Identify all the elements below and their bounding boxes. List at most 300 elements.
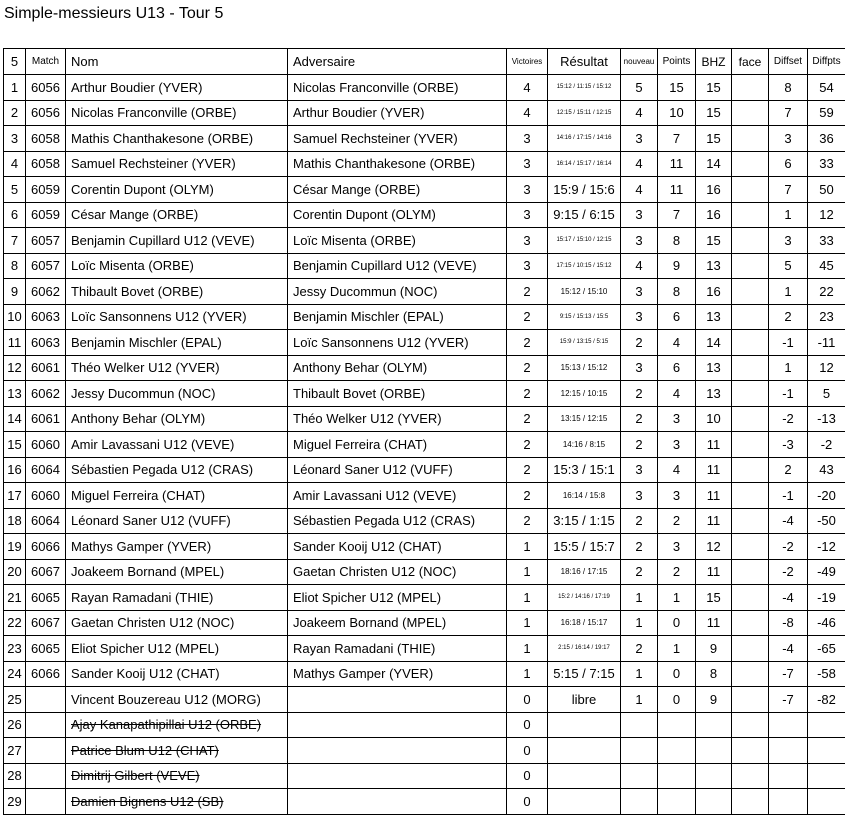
points-cell: 0: [658, 610, 696, 636]
match-id-cell: [26, 687, 66, 713]
points-cell: [658, 789, 696, 815]
row-number-cell: 24: [4, 661, 26, 687]
face-cell: [732, 636, 769, 662]
bhz-cell: [696, 763, 732, 789]
player-name-cell: Joakeem Bornand (MPEL): [66, 559, 288, 585]
player-name-cell: Nicolas Franconville (ORBE): [66, 100, 288, 126]
opponent-name-cell: Benjamin Cupillard U12 (VEVE): [288, 253, 507, 279]
diffpts-cell: -19: [808, 585, 845, 611]
bhz-cell: 9: [696, 636, 732, 662]
row-number-cell: 25: [4, 687, 26, 713]
points-cell: 8: [658, 228, 696, 254]
face-cell: [732, 559, 769, 585]
opponent-name-cell: César Mange (ORBE): [288, 177, 507, 203]
row-number-cell: 6: [4, 202, 26, 228]
match-id-cell: 6062: [26, 279, 66, 305]
new-victories-cell: 1: [621, 585, 658, 611]
new-victories-cell: [621, 712, 658, 738]
match-id-cell: [26, 789, 66, 815]
victories-cell: 0: [507, 738, 548, 764]
face-cell: [732, 457, 769, 483]
points-cell: 4: [658, 457, 696, 483]
results-table: [3, 48, 845, 815]
opponent-name-cell: Benjamin Mischler (EPAL): [288, 304, 507, 330]
player-name-cell: Sander Kooij U12 (CHAT): [66, 661, 288, 687]
opponent-name-cell: [288, 789, 507, 815]
points-cell: 15: [658, 75, 696, 101]
row-number-cell: 12: [4, 355, 26, 381]
bhz-cell: 11: [696, 457, 732, 483]
victories-cell: 4: [507, 100, 548, 126]
match-id-cell: 6066: [26, 661, 66, 687]
points-cell: [658, 712, 696, 738]
diffpts-cell: -2: [808, 432, 845, 458]
player-name-cell: Eliot Spicher U12 (MPEL): [66, 636, 288, 662]
table-row: [4, 687, 845, 713]
match-id-cell: [26, 763, 66, 789]
face-cell: [732, 406, 769, 432]
opponent-name-cell: Loïc Misenta (ORBE): [288, 228, 507, 254]
diffset-cell: 6: [769, 151, 808, 177]
match-id-cell: 6057: [26, 253, 66, 279]
bhz-cell: [696, 738, 732, 764]
victories-cell: 3: [507, 177, 548, 203]
table-row: [4, 789, 845, 815]
player-name-cell: Vincent Bouzereau U12 (MORG): [66, 687, 288, 713]
match-id-cell: 6065: [26, 636, 66, 662]
new-victories-cell: 4: [621, 151, 658, 177]
diffpts-cell: -58: [808, 661, 845, 687]
result-cell: 3:15 / 1:15: [548, 508, 621, 534]
face-cell: [732, 712, 769, 738]
opponent-name-cell: Mathys Gamper (YVER): [288, 661, 507, 687]
result-cell: 2:15 / 16:14 / 19:17: [548, 636, 621, 662]
diffpts-cell: -13: [808, 406, 845, 432]
face-cell: [732, 508, 769, 534]
bhz-cell: 9: [696, 687, 732, 713]
diffpts-cell: [808, 738, 845, 764]
diffpts-cell: -65: [808, 636, 845, 662]
match-id-cell: 6065: [26, 585, 66, 611]
victories-cell: 1: [507, 636, 548, 662]
diffset-cell: [769, 738, 808, 764]
bhz-cell: 11: [696, 432, 732, 458]
bhz-cell: 15: [696, 126, 732, 152]
header-diffpts: Diffpts: [808, 49, 845, 75]
diffset-cell: -4: [769, 508, 808, 534]
header-nouveau: nouveau: [621, 49, 658, 75]
bhz-cell: 11: [696, 483, 732, 509]
diffpts-cell: 12: [808, 355, 845, 381]
player-name-cell: Miguel Ferreira (CHAT): [66, 483, 288, 509]
diffset-cell: 1: [769, 202, 808, 228]
diffset-cell: 1: [769, 279, 808, 305]
victories-cell: 2: [507, 406, 548, 432]
victories-cell: 0: [507, 763, 548, 789]
victories-cell: 2: [507, 330, 548, 356]
diffset-cell: -7: [769, 661, 808, 687]
header-nom: Nom: [66, 49, 288, 75]
result-cell: 15:3 / 15:1: [548, 457, 621, 483]
match-id-cell: 6067: [26, 610, 66, 636]
player-name-cell: Amir Lavassani U12 (VEVE): [66, 432, 288, 458]
row-number-cell: 7: [4, 228, 26, 254]
new-victories-cell: 3: [621, 355, 658, 381]
points-cell: 7: [658, 202, 696, 228]
face-cell: [732, 789, 769, 815]
match-id-cell: 6063: [26, 304, 66, 330]
row-number-cell: 17: [4, 483, 26, 509]
row-number-cell: 11: [4, 330, 26, 356]
new-victories-cell: 2: [621, 534, 658, 560]
result-cell: 15:12 / 11:15 / 15:12: [548, 75, 621, 101]
new-victories-cell: 3: [621, 279, 658, 305]
new-victories-cell: 2: [621, 559, 658, 585]
diffpts-cell: -12: [808, 534, 845, 560]
new-victories-cell: 2: [621, 381, 658, 407]
points-cell: 6: [658, 304, 696, 330]
row-number-cell: 13: [4, 381, 26, 407]
diffset-cell: [769, 789, 808, 815]
row-number-cell: 15: [4, 432, 26, 458]
table-row: [4, 610, 845, 636]
diffpts-cell: -46: [808, 610, 845, 636]
points-cell: 6: [658, 355, 696, 381]
new-victories-cell: 5: [621, 75, 658, 101]
player-name-cell: Arthur Boudier (YVER): [66, 75, 288, 101]
diffset-cell: 7: [769, 177, 808, 203]
opponent-name-cell: Corentin Dupont (OLYM): [288, 202, 507, 228]
row-number-cell: 21: [4, 585, 26, 611]
row-number-cell: 2: [4, 100, 26, 126]
result-cell: [548, 738, 621, 764]
victories-cell: 2: [507, 381, 548, 407]
player-name-cell: Jessy Ducommun (NOC): [66, 381, 288, 407]
result-cell: 15:9 / 15:6: [548, 177, 621, 203]
points-cell: 4: [658, 330, 696, 356]
match-id-cell: 6058: [26, 151, 66, 177]
diffpts-cell: 33: [808, 228, 845, 254]
bhz-cell: 13: [696, 381, 732, 407]
header-victoires: Victoires: [507, 49, 548, 75]
new-victories-cell: 3: [621, 457, 658, 483]
row-number-cell: 4: [4, 151, 26, 177]
points-cell: 2: [658, 559, 696, 585]
new-victories-cell: 1: [621, 610, 658, 636]
row-number-cell: 23: [4, 636, 26, 662]
player-name-cell: Dimitrij Gilbert (VEVE): [66, 763, 288, 789]
diffpts-cell: -49: [808, 559, 845, 585]
opponent-name-cell: Samuel Rechsteiner (YVER): [288, 126, 507, 152]
player-name-cell: Gaetan Christen U12 (NOC): [66, 610, 288, 636]
table-row: [4, 126, 845, 152]
player-name-cell: Anthony Behar (OLYM): [66, 406, 288, 432]
result-cell: libre: [548, 687, 621, 713]
bhz-cell: 13: [696, 304, 732, 330]
player-name-cell: Ajay Kanapathipillai U12 (ORBE): [66, 712, 288, 738]
points-cell: 4: [658, 381, 696, 407]
diffpts-cell: 23: [808, 304, 845, 330]
row-number-cell: 19: [4, 534, 26, 560]
victories-cell: 2: [507, 355, 548, 381]
new-victories-cell: [621, 789, 658, 815]
table-row: [4, 355, 845, 381]
player-name-cell: Mathys Gamper (YVER): [66, 534, 288, 560]
diffset-cell: -1: [769, 381, 808, 407]
opponent-name-cell: Thibault Bovet (ORBE): [288, 381, 507, 407]
diffset-cell: 7: [769, 100, 808, 126]
new-victories-cell: 2: [621, 330, 658, 356]
match-id-cell: 6066: [26, 534, 66, 560]
bhz-cell: 15: [696, 585, 732, 611]
bhz-cell: 15: [696, 100, 732, 126]
diffpts-cell: 36: [808, 126, 845, 152]
victories-cell: 3: [507, 253, 548, 279]
table-row: [4, 253, 845, 279]
opponent-name-cell: Loïc Sansonnens U12 (YVER): [288, 330, 507, 356]
diffset-cell: [769, 763, 808, 789]
new-victories-cell: 1: [621, 687, 658, 713]
face-cell: [732, 75, 769, 101]
opponent-name-cell: Mathis Chanthakesone (ORBE): [288, 151, 507, 177]
face-cell: [732, 100, 769, 126]
header-match: Match: [26, 49, 66, 75]
victories-cell: 3: [507, 126, 548, 152]
diffset-cell: -4: [769, 585, 808, 611]
bhz-cell: 15: [696, 75, 732, 101]
result-cell: 13:15 / 12:15: [548, 406, 621, 432]
table-row: [4, 279, 845, 305]
victories-cell: 1: [507, 610, 548, 636]
opponent-name-cell: Anthony Behar (OLYM): [288, 355, 507, 381]
row-number-cell: 26: [4, 712, 26, 738]
header-adversaire: Adversaire: [288, 49, 507, 75]
victories-cell: 1: [507, 661, 548, 687]
opponent-name-cell: [288, 763, 507, 789]
victories-cell: 4: [507, 75, 548, 101]
player-name-cell: Théo Welker U12 (YVER): [66, 355, 288, 381]
victories-cell: 3: [507, 228, 548, 254]
header-row: [4, 49, 845, 75]
victories-cell: 2: [507, 483, 548, 509]
row-number-cell: 22: [4, 610, 26, 636]
header-diffset: Diffset: [769, 49, 808, 75]
result-cell: 17:15 / 10:15 / 15:12: [548, 253, 621, 279]
face-cell: [732, 202, 769, 228]
face-cell: [732, 610, 769, 636]
diffpts-cell: 45: [808, 253, 845, 279]
diffset-cell: -2: [769, 406, 808, 432]
new-victories-cell: 1: [621, 661, 658, 687]
table-row: [4, 585, 845, 611]
bhz-cell: 14: [696, 151, 732, 177]
row-number-cell: 16: [4, 457, 26, 483]
row-number-cell: 3: [4, 126, 26, 152]
face-cell: [732, 661, 769, 687]
victories-cell: 1: [507, 534, 548, 560]
opponent-name-cell: Nicolas Franconville (ORBE): [288, 75, 507, 101]
points-cell: 11: [658, 151, 696, 177]
points-cell: 2: [658, 508, 696, 534]
bhz-cell: [696, 789, 732, 815]
new-victories-cell: 2: [621, 508, 658, 534]
result-cell: 9:15 / 6:15: [548, 202, 621, 228]
new-victories-cell: 2: [621, 406, 658, 432]
player-name-cell: Samuel Rechsteiner (YVER): [66, 151, 288, 177]
player-name-cell: Rayan Ramadani (THIE): [66, 585, 288, 611]
result-cell: 15:5 / 15:7: [548, 534, 621, 560]
match-id-cell: 6056: [26, 75, 66, 101]
table-row: [4, 534, 845, 560]
points-cell: 1: [658, 636, 696, 662]
result-cell: 5:15 / 7:15: [548, 661, 621, 687]
victories-cell: 2: [507, 279, 548, 305]
diffset-cell: -1: [769, 483, 808, 509]
table-row: [4, 661, 845, 687]
face-cell: [732, 126, 769, 152]
table-row: [4, 304, 845, 330]
table-row: [4, 763, 845, 789]
new-victories-cell: 3: [621, 483, 658, 509]
points-cell: 9: [658, 253, 696, 279]
diffset-cell: 8: [769, 75, 808, 101]
diffpts-cell: -20: [808, 483, 845, 509]
face-cell: [732, 738, 769, 764]
player-name-cell: Patrice Blum U12 (CHAT): [66, 738, 288, 764]
points-cell: 3: [658, 483, 696, 509]
row-number-cell: 18: [4, 508, 26, 534]
match-id-cell: 6067: [26, 559, 66, 585]
points-cell: [658, 763, 696, 789]
player-name-cell: Damien Bignens U12 (SB): [66, 789, 288, 815]
match-id-cell: 6058: [26, 126, 66, 152]
row-number-cell: 29: [4, 789, 26, 815]
diffset-cell: -8: [769, 610, 808, 636]
points-cell: 8: [658, 279, 696, 305]
table-row: [4, 330, 845, 356]
result-cell: 16:14 / 15:17 / 16:14: [548, 151, 621, 177]
victories-cell: 2: [507, 508, 548, 534]
diffset-cell: 2: [769, 457, 808, 483]
table-row: [4, 228, 845, 254]
victories-cell: 2: [507, 457, 548, 483]
header-resultat: Résultat: [548, 49, 621, 75]
table-row: [4, 100, 845, 126]
bhz-cell: 8: [696, 661, 732, 687]
player-name-cell: Loïc Sansonnens U12 (YVER): [66, 304, 288, 330]
points-cell: [658, 738, 696, 764]
match-id-cell: 6057: [26, 228, 66, 254]
diffpts-cell: 43: [808, 457, 845, 483]
points-cell: 7: [658, 126, 696, 152]
new-victories-cell: 4: [621, 177, 658, 203]
match-id-cell: 6059: [26, 202, 66, 228]
row-number-cell: 9: [4, 279, 26, 305]
bhz-cell: 13: [696, 253, 732, 279]
row-number-cell: 27: [4, 738, 26, 764]
diffpts-cell: 5: [808, 381, 845, 407]
match-id-cell: [26, 712, 66, 738]
result-cell: 15:9 / 13:15 / 5:15: [548, 330, 621, 356]
opponent-name-cell: Sébastien Pegada U12 (CRAS): [288, 508, 507, 534]
face-cell: [732, 177, 769, 203]
result-cell: 14:16 / 17:15 / 14:16: [548, 126, 621, 152]
face-cell: [732, 279, 769, 305]
diffset-cell: [769, 712, 808, 738]
table-body: [4, 75, 845, 815]
diffpts-cell: 22: [808, 279, 845, 305]
player-name-cell: Loïc Misenta (ORBE): [66, 253, 288, 279]
diffpts-cell: [808, 712, 845, 738]
new-victories-cell: 3: [621, 202, 658, 228]
face-cell: [732, 228, 769, 254]
points-cell: 0: [658, 687, 696, 713]
new-victories-cell: 2: [621, 636, 658, 662]
diffset-cell: 2: [769, 304, 808, 330]
victories-cell: 1: [507, 559, 548, 585]
face-cell: [732, 304, 769, 330]
table-row: [4, 457, 845, 483]
match-id-cell: 6060: [26, 432, 66, 458]
new-victories-cell: 3: [621, 304, 658, 330]
player-name-cell: Sébastien Pegada U12 (CRAS): [66, 457, 288, 483]
player-name-cell: Corentin Dupont (OLYM): [66, 177, 288, 203]
row-number-cell: 8: [4, 253, 26, 279]
opponent-name-cell: [288, 712, 507, 738]
new-victories-cell: 3: [621, 228, 658, 254]
bhz-cell: 16: [696, 279, 732, 305]
points-cell: 1: [658, 585, 696, 611]
row-number-cell: 10: [4, 304, 26, 330]
victories-cell: 2: [507, 432, 548, 458]
opponent-name-cell: Joakeem Bornand (MPEL): [288, 610, 507, 636]
result-cell: 15:17 / 15:10 / 12:15: [548, 228, 621, 254]
points-cell: 0: [658, 661, 696, 687]
diffpts-cell: 54: [808, 75, 845, 101]
victories-cell: 0: [507, 789, 548, 815]
result-cell: 16:18 / 15:17: [548, 610, 621, 636]
table-row: [4, 712, 845, 738]
victories-cell: 2: [507, 304, 548, 330]
result-cell: [548, 712, 621, 738]
points-cell: 10: [658, 100, 696, 126]
diffpts-cell: [808, 789, 845, 815]
points-cell: 3: [658, 432, 696, 458]
opponent-name-cell: Amir Lavassani U12 (VEVE): [288, 483, 507, 509]
bhz-cell: 15: [696, 228, 732, 254]
header-round: 5: [4, 49, 26, 75]
bhz-cell: [696, 712, 732, 738]
row-number-cell: 1: [4, 75, 26, 101]
face-cell: [732, 253, 769, 279]
face-cell: [732, 483, 769, 509]
opponent-name-cell: Léonard Saner U12 (VUFF): [288, 457, 507, 483]
header-points: Points: [658, 49, 696, 75]
diffpts-cell: [808, 763, 845, 789]
opponent-name-cell: Miguel Ferreira (CHAT): [288, 432, 507, 458]
table-row: [4, 508, 845, 534]
face-cell: [732, 151, 769, 177]
result-cell: 15:12 / 15:10: [548, 279, 621, 305]
table-row: [4, 406, 845, 432]
result-cell: [548, 763, 621, 789]
result-cell: 15:2 / 14:16 / 17:19: [548, 585, 621, 611]
face-cell: [732, 763, 769, 789]
result-cell: 14:16 / 8:15: [548, 432, 621, 458]
result-cell: 16:14 / 15:8: [548, 483, 621, 509]
diffset-cell: 3: [769, 126, 808, 152]
row-number-cell: 5: [4, 177, 26, 203]
